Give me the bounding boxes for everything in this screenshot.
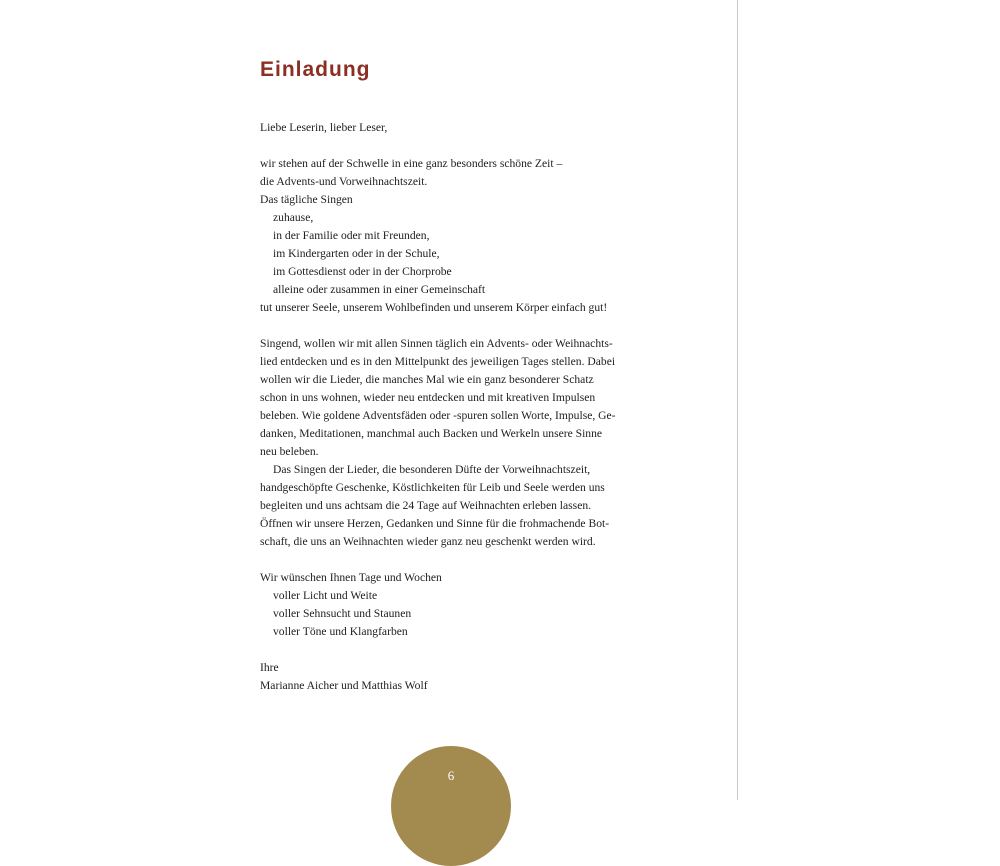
paragraph1-line: lied entdecken und es in den Mittelpunkt des jeweiligen Tages stellen. Dabei [260,355,616,368]
intro-line-indented: in der Familie oder mit Freunden, [273,229,430,242]
intro-line: die Advents-und Vorweihnachtszeit. [260,175,428,188]
closing-line: Ihre [260,661,279,674]
intro-line: Das tägliche Singen [260,193,353,206]
paragraph1-line: Singend, wollen wir mit allen Sinnen täglich ein Advents- oder Weihnachts- [260,337,613,350]
paragraph1-line: danken, Meditationen, manchmal auch Backen und Werkeln unsere Sinne [260,427,603,440]
spacer [260,137,660,155]
paragraph2-line: Öffnen wir unsere Herzen, Gedanken und Sinne für die frohmachende Bot- [260,517,610,530]
letter-text [260,119,660,695]
paragraph2-line: handgeschöpfte Geschenke, Köstlichkeiten für Leib und Seele werden uns [260,481,605,494]
wishes-line-indented: voller Töne und Klangfarben [273,625,408,638]
paragraph1-line: beleben. Wie goldene Adventsfäden oder -spuren sollen Worte, Impulse, Ge- [260,409,616,422]
spacer [260,641,660,659]
wishes-line-indented: voller Sehnsucht und Staunen [273,607,412,620]
paragraph2-line: schaft, die uns an Weihnachten wieder ganz neu geschenkt werden wird. [260,535,596,548]
paragraph1-line: wollen wir die Lieder, die manches Mal wie ein ganz besonderer Schatz [260,373,594,386]
intro-line-indented: alleine oder zusammen in einer Gemeinschaft [273,283,486,296]
page-title: Einladung [260,58,371,81]
intro-line-indented: im Gottesdienst oder in der Chorprobe [273,265,452,278]
page-number-badge [391,746,511,866]
intro-line: wir stehen auf der Schwelle in eine ganz besonders schöne Zeit – [260,157,563,170]
intro-line: tut unserer Seele, unserem Wohlbefinden und unserem Körper einfach gut! [260,301,608,314]
greeting-line: Liebe Leserin, lieber Leser, [260,121,388,134]
paragraph2-line: Das Singen der Lieder, die besonderen Düfte der Vorweihnachtszeit, [273,463,591,476]
page-divider [737,0,738,800]
intro-line-indented: im Kindergarten oder in der Schule, [273,247,440,260]
page-number: 6 [447,768,455,783]
paragraph1-line: schon in uns wohnen, wieder neu entdecken und mit kreativen Impulsen [260,391,596,404]
spacer [260,551,660,569]
spacer [260,317,660,335]
signature-line: Marianne Aicher und Matthias Wolf [260,679,428,692]
paragraph1-line: neu beleben. [260,445,319,458]
wishes-line: Wir wünschen Ihnen Tage und Wochen [260,571,442,584]
paragraph2-line: begleiten und uns achtsam die 24 Tage auf Weihnachten erleben lassen. [260,499,592,512]
intro-line-indented: zuhause, [273,211,314,224]
wishes-line-indented: voller Licht und Weite [273,589,378,602]
